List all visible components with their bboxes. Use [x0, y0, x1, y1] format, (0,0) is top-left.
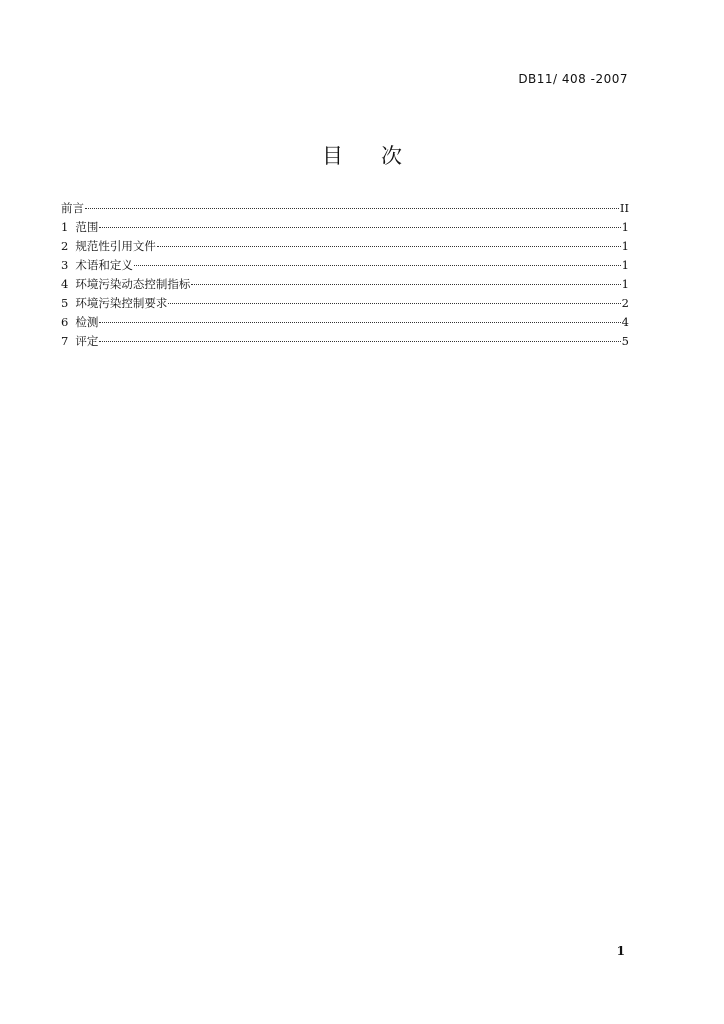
toc-entry-normative-references[interactable] — [61, 237, 629, 256]
toc-entry-pollution-requirements[interactable] — [61, 294, 629, 313]
toc-entry-number: 7 — [61, 334, 69, 348]
toc-entry-testing[interactable] — [61, 313, 629, 332]
toc-entry-page: 5 — [621, 334, 629, 348]
toc-leader-dots — [168, 303, 620, 304]
page-title: 目次 — [322, 144, 440, 168]
toc-entry-label: 范围 — [75, 220, 99, 234]
document-code: DB11/ 408 -2007 — [518, 72, 628, 86]
toc-leader-dots — [99, 227, 620, 228]
toc-entry-number: 1 — [61, 220, 69, 234]
toc-entry-label: 环境污染控制要求 — [75, 296, 168, 310]
toc-entry-label: 前言 — [61, 201, 84, 215]
toc-leader-dots — [191, 284, 620, 285]
toc-entry-number: 3 — [61, 258, 69, 272]
toc-leader-dots — [85, 208, 619, 209]
toc-entry-label: 术语和定义 — [75, 258, 133, 272]
toc-entry-page: 1 — [621, 239, 629, 253]
page-number: 1 — [616, 944, 625, 958]
toc-entry-number: 4 — [61, 277, 69, 291]
toc-entry-label: 环境污染动态控制指标 — [75, 277, 191, 291]
toc-entry-page: 1 — [621, 258, 629, 272]
toc-leader-dots — [134, 265, 621, 266]
toc-entry-terms-definitions[interactable] — [61, 256, 629, 275]
toc-entry-label: 规范性引用文件 — [75, 239, 156, 253]
toc-entry-number: 5 — [61, 296, 69, 310]
toc-entry-page: 4 — [621, 315, 629, 329]
toc-leader-dots — [99, 341, 620, 342]
toc-leader-dots — [99, 322, 620, 323]
toc-entry-pollution-indicators[interactable] — [61, 275, 629, 294]
toc-entry-label: 检测 — [75, 315, 99, 329]
toc-entry-page: 1 — [621, 277, 629, 291]
toc-entry-label: 评定 — [75, 334, 99, 348]
toc-entry-scope[interactable] — [61, 218, 629, 237]
toc-leader-dots — [157, 246, 621, 247]
toc-entry-evaluation[interactable] — [61, 332, 629, 351]
toc-entry-page: II — [619, 201, 629, 215]
toc-entry-number: 2 — [61, 239, 69, 253]
toc-entry-number: 6 — [61, 315, 69, 329]
toc-entry-foreword[interactable] — [61, 199, 629, 218]
toc-entry-page: 2 — [621, 296, 629, 310]
toc-entry-page: 1 — [621, 220, 629, 234]
table-of-contents — [61, 199, 629, 351]
